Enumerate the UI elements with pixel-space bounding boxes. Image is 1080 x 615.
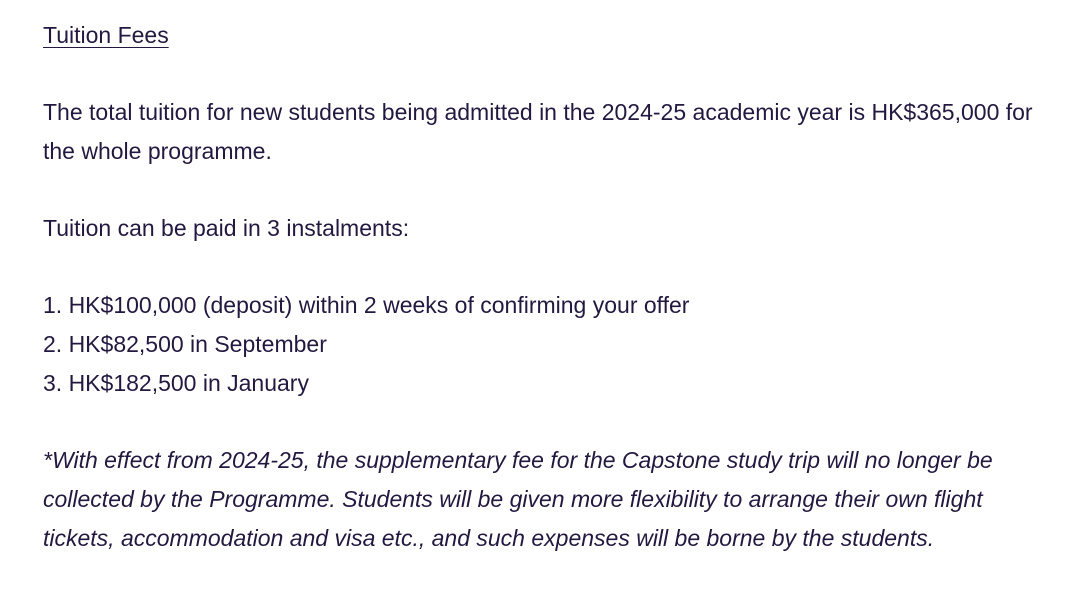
instalment-item: 3. HK$182,500 in January — [43, 370, 309, 396]
capstone-note: *With effect from 2024-25, the supplementary fee for the Capstone study trip will no longer be collected by the Programme. Students will be given more flexibility to arrange their own flight tickets, accommodation and visa etc., and such expenses will be borne by the students. — [43, 447, 993, 551]
section-heading: Tuition Fees — [43, 22, 169, 48]
tuition-intro-paragraph: The total tuition for new students being admitted in the 2024-25 academic year is HK$365,000 for the whole programme. — [43, 99, 1033, 164]
instalment-item: 2. HK$82,500 in September — [43, 331, 327, 357]
instalment-item: 1. HK$100,000 (deposit) within 2 weeks of confirming your offer — [43, 292, 690, 318]
instalments-list — [43, 286, 1040, 403]
instalments-lead-paragraph: Tuition can be paid in 3 instalments: — [43, 215, 410, 241]
